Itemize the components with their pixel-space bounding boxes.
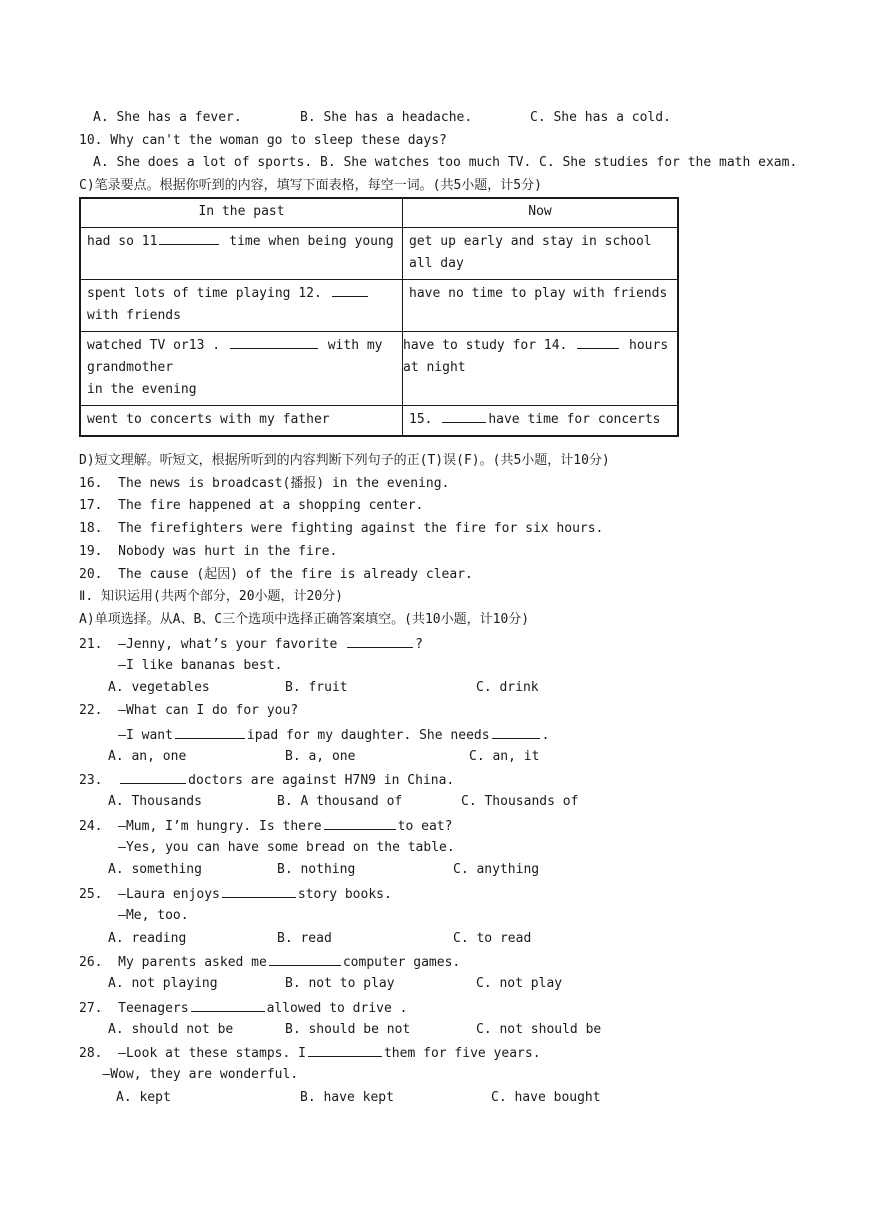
blank-23[interactable] xyxy=(120,771,186,784)
q23-option-b: B. A thousand of xyxy=(277,794,403,809)
q26-option-c: C. not play xyxy=(476,976,563,991)
q25-reply: —Me, too. xyxy=(79,908,189,923)
q9-option-c: C. She has a cold. xyxy=(530,110,671,125)
blank-14[interactable] xyxy=(577,336,619,349)
q22-stem: 22. —What can I do for you? xyxy=(79,703,299,718)
q22-option-a: A. an, one xyxy=(108,749,187,764)
blank-28[interactable] xyxy=(308,1044,382,1057)
q10-stem: 10. Why can't the woman go to sleep these days? xyxy=(79,133,447,148)
now-text-14: have to study for 14. hours at night xyxy=(403,338,669,375)
past-text-4: went to concerts with my father xyxy=(87,412,330,427)
now-text-15: 15. have time for concerts xyxy=(409,412,661,427)
notes-table xyxy=(79,197,679,437)
now-cell-1 xyxy=(403,228,679,280)
blank-26[interactable] xyxy=(269,953,341,966)
blank-22a[interactable] xyxy=(175,726,245,739)
q27-option-a: A. should not be xyxy=(108,1022,234,1037)
past-text-13: watched TV or13 . with my grandmother xyxy=(87,338,383,375)
tf-item-18: 18. The firefighters were fighting against the fire for six hours. xyxy=(79,521,604,536)
q28-option-c: C. have bought xyxy=(491,1090,601,1105)
now-cell-14 xyxy=(403,332,679,406)
blank-27[interactable] xyxy=(191,999,265,1012)
q22-reply: —I want ipad for my daughter. She needs . xyxy=(79,728,550,743)
q27-stem: 27. Teenagers allowed to drive . xyxy=(79,1001,408,1016)
q21-option-b: B. fruit xyxy=(285,680,348,695)
q24-reply: —Yes, you can have some bread on the table. xyxy=(79,840,455,855)
q21-stem: 21. —Jenny, what’s your favorite ? xyxy=(79,637,423,652)
tf-item-17: 17. The fire happened at a shopping center. xyxy=(79,498,424,513)
q28-option-b: B. have kept xyxy=(300,1090,394,1105)
past-text-13-extra: in the evening xyxy=(87,382,197,397)
table-header-row xyxy=(80,198,678,228)
q25-option-b: B. read xyxy=(277,931,332,946)
past-cell-12 xyxy=(80,280,403,332)
q21-option-a: A. vegetables xyxy=(108,680,210,695)
q25-stem: 25. —Laura enjoys story books. xyxy=(79,887,392,902)
q26-stem: 26. My parents asked me computer games. xyxy=(79,955,461,970)
past-cell-11 xyxy=(80,228,403,280)
tf-item-20: 20. The cause (起因) of the fire is already clear. xyxy=(79,567,473,582)
blank-21[interactable] xyxy=(347,635,413,648)
q24-option-b: B. nothing xyxy=(277,862,356,877)
blank-11[interactable] xyxy=(159,232,219,245)
blank-25[interactable] xyxy=(222,885,296,898)
blank-24[interactable] xyxy=(324,817,396,830)
q9-option-a: A. She has a fever. xyxy=(93,110,242,125)
q21-option-c: C. drink xyxy=(476,680,539,695)
section-d-title: D)短文理解。听短文，根据所听到的内容判断下列句子的正(T)误(F)。(共5小题，计10分) xyxy=(79,453,610,468)
q23-stem: 23. doctors are against H7N9 in China. xyxy=(79,773,455,788)
q28-option-a: A. kept xyxy=(116,1090,171,1105)
q25-option-c: C. to read xyxy=(453,931,532,946)
q24-stem: 24. —Mum, I’m hungry. Is there to eat? xyxy=(79,819,453,834)
table-row xyxy=(80,406,678,437)
q9-option-b: B. She has a headache. xyxy=(300,110,473,125)
tf-item-19: 19. Nobody was hurt in the fire. xyxy=(79,544,338,559)
q23-option-c: C. Thousands of xyxy=(461,794,579,809)
now-text-1: get up early and stay in school all day xyxy=(409,234,652,271)
q28-stem: 28. —Look at these stamps. I them for five years. xyxy=(79,1046,541,1061)
q25-option-a: A. reading xyxy=(108,931,187,946)
q10-option-c: C. She studies for the math exam. xyxy=(539,155,798,170)
section-c-title: C)笔录要点。根据你听到的内容，填写下面表格，每空一词。(共5小题，计5分) xyxy=(79,178,542,193)
blank-22b[interactable] xyxy=(492,726,540,739)
table-row xyxy=(80,280,678,332)
q24-option-a: A. something xyxy=(108,862,202,877)
table-row xyxy=(80,332,678,406)
past-cell-13 xyxy=(80,332,403,406)
q26-option-b: B. not to play xyxy=(285,976,395,991)
past-text-11: had so 11 time when being young xyxy=(87,234,394,249)
blank-12[interactable] xyxy=(332,284,368,297)
q28-reply: —Wow, they are wonderful. xyxy=(79,1067,299,1082)
past-text-12: spent lots of time playing 12. with friends xyxy=(81,283,402,327)
section-a-title: A)单项选择。从A、B、C三个选项中选择正确答案填空。(共10小题，计10分) xyxy=(79,612,530,627)
q10-option-a: A. She does a lot of sports. xyxy=(93,155,313,170)
header-now: Now xyxy=(403,198,679,228)
q10-option-b: B. She watches too much TV. xyxy=(320,155,532,170)
now-text-2: have no time to play with friends xyxy=(409,286,668,301)
past-cell-4 xyxy=(80,406,403,437)
tf-item-16: 16. The news is broadcast(播报) in the evening. xyxy=(79,476,450,491)
blank-15[interactable] xyxy=(442,410,486,423)
q26-option-a: A. not playing xyxy=(108,976,218,991)
q27-option-c: C. not should be xyxy=(476,1022,602,1037)
now-cell-2 xyxy=(403,280,679,332)
now-cell-15 xyxy=(403,406,679,437)
q23-option-a: A. Thousands xyxy=(108,794,202,809)
part2-title: Ⅱ. 知识运用(共两个部分，20小题，计20分) xyxy=(79,589,344,604)
header-past: In the past xyxy=(80,198,403,228)
table-row xyxy=(80,228,678,280)
q24-option-c: C. anything xyxy=(453,862,540,877)
q22-option-b: B. a, one xyxy=(285,749,356,764)
q21-reply: —I like bananas best. xyxy=(79,658,283,673)
blank-13[interactable] xyxy=(230,336,318,349)
q22-option-c: C. an, it xyxy=(469,749,540,764)
q27-option-b: B. should be not xyxy=(285,1022,411,1037)
